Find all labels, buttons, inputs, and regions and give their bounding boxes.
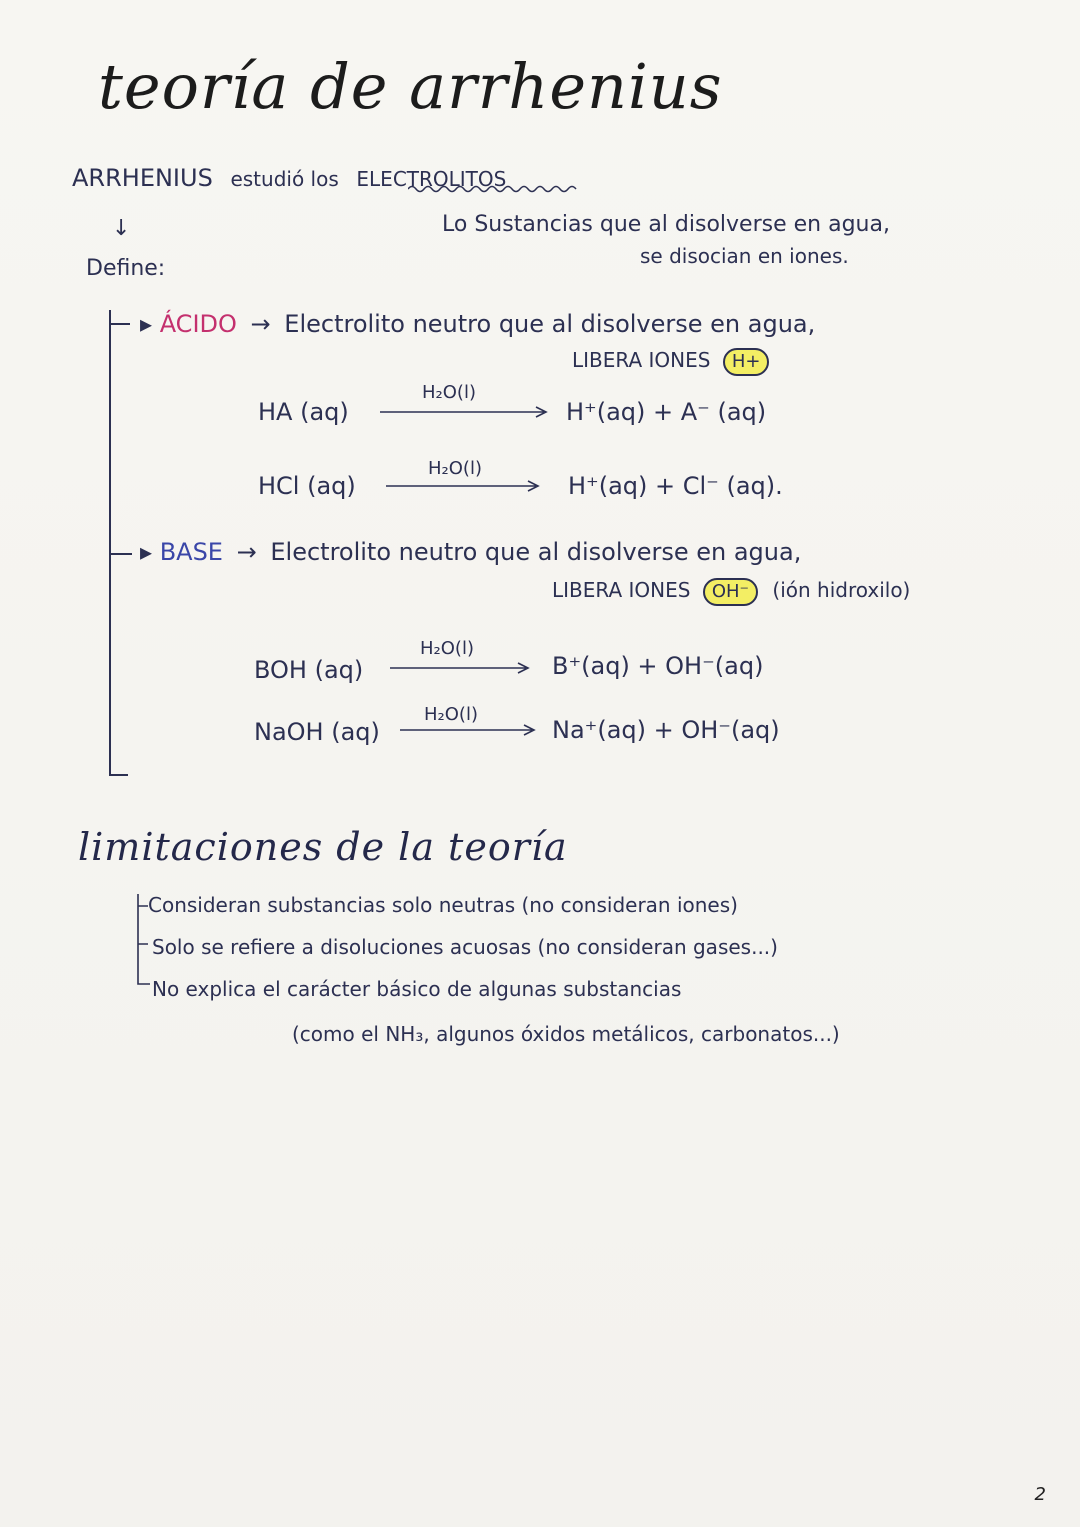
acid-ion-badge: H+ [723, 348, 770, 376]
definition-line-2: se disocian en iones. [640, 244, 849, 268]
base-desc-2: LIBERA IONES [552, 578, 691, 602]
base-desc-2-row [552, 578, 910, 606]
base-ion-badge: OH⁻ [703, 578, 758, 606]
base-eq1-over: H₂O(l) [420, 638, 474, 659]
acid-eq1-right: H⁺(aq) + A⁻ (aq) [566, 398, 767, 426]
base-eq1-right: B⁺(aq) + OH⁻(aq) [552, 652, 764, 680]
acid-desc-1: Electrolito neutro que al disolverse en agua, [284, 310, 816, 338]
page-number: 2 [1034, 1484, 1046, 1505]
base-desc-1: Electrolito neutro que al disolverse en agua, [270, 538, 802, 566]
acid-eq2-left: HCl (aq) [258, 472, 356, 500]
reaction-arrow-icon [378, 404, 552, 420]
reaction-arrow-icon [388, 660, 534, 676]
acid-desc-2: LIBERA IONES [572, 348, 711, 372]
acid-eq2-right: H⁺(aq) + Cl⁻ (aq). [568, 472, 783, 500]
acid-desc-2-row [572, 348, 769, 376]
limitation-item-3: No explica el carácter básico de algunas substancias [152, 977, 682, 1001]
intro-term: ELECTROLITOS [356, 167, 507, 191]
limitation-note: (como el NH₃, algunos óxidos metálicos, carbonatos...) [292, 1022, 840, 1046]
base-eq2-over: H₂O(l) [424, 704, 478, 725]
acid-row [140, 310, 815, 338]
limitations-heading: limitaciones de la teoría [78, 825, 568, 869]
wavy-underline [408, 184, 580, 194]
base-row [140, 538, 801, 566]
base-eq2-right: Na⁺(aq) + OH⁻(aq) [552, 716, 780, 744]
acid-eq1-left: HA (aq) [258, 398, 349, 426]
limitation-item-1: Consideran substancias solo neutras (no consideran iones) [148, 893, 738, 917]
base-eq1-left: BOH (aq) [254, 656, 364, 684]
define-label: Define: [86, 256, 166, 281]
acid-label: ÁCIDO [159, 310, 237, 338]
base-eq2-left: NaOH (aq) [254, 718, 380, 746]
acid-eq2-over: H₂O(l) [428, 458, 482, 479]
page-title: teoría de arrhenius [98, 50, 723, 123]
reaction-arrow-icon [384, 478, 544, 494]
base-label: BASE [159, 538, 223, 566]
right-arrow-icon: → [250, 310, 271, 338]
limitation-item-2: Solo se refiere a disoluciones acuosas (no consideran gases...) [152, 935, 778, 959]
down-arrow-icon: ↓ [112, 216, 131, 241]
base-ion-note: (ión hidroxilo) [772, 578, 911, 602]
reaction-arrow-icon [398, 722, 540, 738]
right-arrow-icon: → [236, 538, 257, 566]
acid-eq1-over: H₂O(l) [422, 382, 476, 403]
definition-line-1: Lo Sustancias que al disolverse en agua, [442, 212, 890, 237]
arrow-icon: ▸ [140, 538, 153, 566]
arrow-icon: ▸ [140, 310, 153, 338]
intro-verb: estudió los [230, 167, 339, 191]
intro-subject: ARRHENIUS [72, 164, 213, 192]
